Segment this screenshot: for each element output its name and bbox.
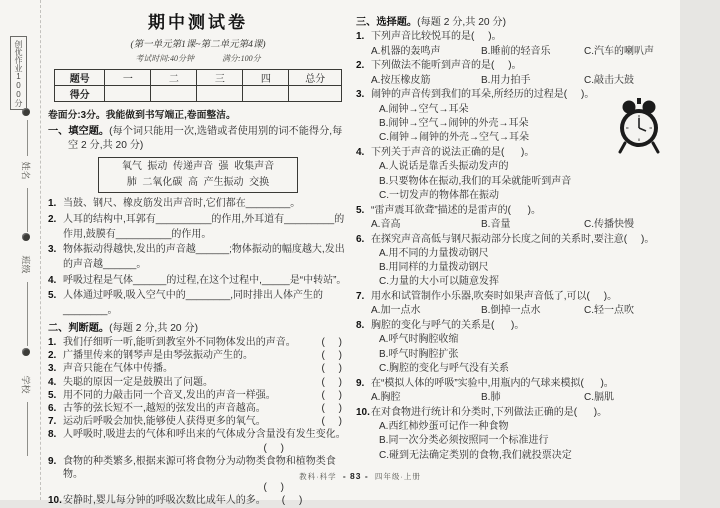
option-row: [356, 304, 676, 318]
score-table-header-cell: 总分: [289, 70, 342, 86]
question-number: 4.: [356, 146, 365, 158]
question-number: 4.: [48, 274, 57, 286]
question-text: “雷声震耳欲聋”描述的是雷声的( )。: [371, 204, 541, 216]
question-text: 呼吸过程是气体______的过程,在这个过程中,_____是“中转站”。: [63, 274, 347, 286]
choice-section-heading: [356, 16, 676, 30]
question-text: 人呼吸时,吸进去的气体和呼出来的气体成分含量没有发生变化。: [63, 429, 346, 441]
footer-page-number: - 83 -: [342, 471, 369, 481]
score-cell: [105, 86, 151, 102]
question-text: 用不同的力敲击同一个音叉,发出的声音一样强。: [63, 389, 276, 401]
option-c: C.闹钟→闹钟的外壳→空气→耳朵: [379, 132, 529, 144]
binding-dot: [22, 233, 30, 241]
option-a: A.闹钟→空气→耳朵: [379, 103, 469, 115]
question-text: 失聪的原因一定是鼓膜出了问题。: [63, 376, 213, 388]
question-text: 下列关于声音的说法正确的是( )。: [371, 146, 535, 158]
multiple-choice-section: [356, 12, 676, 463]
score-table-header-cell: 四: [243, 70, 289, 86]
question-number: 7.: [356, 291, 365, 303]
question-number: 5.: [356, 204, 365, 216]
question-number: 4.: [48, 376, 57, 388]
fill-question: [48, 196, 348, 211]
option-b: B.用同样的力量拨动钢尺: [379, 262, 489, 274]
neatness-note: 卷面分:3分。我能做到书写端正,卷面整洁。: [48, 110, 236, 121]
question-number: 5.: [48, 389, 57, 401]
answer-bracket: ( ): [321, 376, 342, 388]
question-number: 1.: [356, 31, 365, 43]
page-footer: [0, 471, 720, 482]
choice-section-title: 三、选择题。: [356, 17, 418, 28]
name-field-label: 姓名: [20, 161, 31, 180]
judge-question: [48, 376, 348, 389]
option-b: B.睡前的轻音乐: [481, 45, 551, 57]
name-write-line: [27, 188, 28, 232]
question-number: 6.: [48, 403, 57, 415]
word-bank-row: 氧气 振动 传递声音 强 收集声音: [121, 161, 275, 172]
answer-bracket: ( ): [263, 482, 284, 494]
judge-question: [48, 494, 348, 507]
question-text: 下列声音比较悦耳的是( )。: [371, 31, 502, 43]
question-number: 3.: [48, 244, 57, 255]
option-row: [356, 74, 676, 88]
question-text: 安静时,婴儿每分钟的呼吸次数比成年人的多。: [63, 495, 266, 507]
score-cell: [243, 86, 289, 102]
option-b: B.闹钟→空气→闹钟的外壳→耳朵: [379, 117, 529, 129]
question-number: 6.: [356, 233, 365, 245]
question-number: 8.: [356, 320, 365, 332]
question-text: 古筝的弦长短不一,越短的弦发出的声音越高。: [63, 403, 266, 415]
question-text: 在“模拟人体的呼吸”实验中,用瓶内的气球来模拟( )。: [371, 377, 614, 389]
question-text: 当鼓、钢尺、橡皮筋发出声音时,它们都在________。: [63, 198, 301, 209]
option-b: B.肺: [481, 391, 501, 403]
binding-dot: [22, 348, 30, 356]
fill-question: [48, 273, 348, 288]
school-write-line: [27, 402, 28, 456]
binding-dot: [22, 108, 30, 116]
option-b: B.音量: [481, 218, 511, 230]
choice-question: [356, 59, 676, 73]
answer-bracket: ( ): [321, 363, 342, 375]
school-field-label: 学校: [20, 375, 31, 394]
judge-question: [48, 336, 348, 349]
option-row: [356, 45, 676, 59]
option-b: B.同一次分类必须按照同一个标准进行: [379, 435, 549, 447]
choice-section-desc: (每题 2 分,共 20 分): [417, 17, 506, 28]
question-number: 5.: [48, 290, 57, 301]
question-text: 我们仔细听一听,能听到教室外不同物体发出的声音。: [63, 337, 296, 348]
question-number: 7.: [48, 416, 57, 428]
choice-question: [356, 233, 676, 247]
option-c: C.汽车的喇叭声: [584, 45, 654, 57]
question-text: 食物的种类繁多,根据来源可将食物分为动物类食物和植物类食物。: [63, 455, 336, 481]
option-a: A.呼气时胸腔收缩: [379, 334, 459, 346]
option-a: A.胸腔: [371, 391, 401, 403]
exam-info-line: [48, 53, 348, 64]
answer-bracket: ( ): [281, 495, 303, 507]
option-c: C.轻一点吹: [584, 305, 634, 317]
fill-question: [48, 288, 348, 318]
choice-question: [356, 290, 676, 304]
fill-in-blank-section: [48, 125, 348, 318]
full-score: 满分:100分: [222, 54, 261, 63]
judge-section-desc: (每题 2 分,共 20 分): [109, 323, 198, 334]
question-number: 9.: [356, 377, 365, 389]
option-a: A.加一点水: [371, 305, 421, 317]
choice-question: [356, 204, 676, 218]
score-table-header-cell: 一: [105, 70, 151, 86]
score-table-header-cell: 题号: [55, 70, 105, 86]
question-number: 9.: [48, 455, 57, 467]
option-a: A.西红柿炒蛋可记作一种食物: [379, 420, 509, 432]
option-a: A.音高: [371, 218, 401, 230]
judge-section-heading: [48, 322, 348, 336]
option-c: C.碰到无法确定类别的食物,我们就投票决定: [379, 449, 572, 461]
footer-grade: 四年级·上册: [374, 472, 421, 481]
question-number: 1.: [48, 337, 57, 348]
fill-section-desc: (每个词只能用一次,选错或者使用别的词不能得分,每空 2 分,共 20 分): [68, 126, 343, 151]
answer-bracket: ( ): [321, 403, 342, 415]
option-b: B.呼气时胸腔扩张: [379, 348, 459, 360]
choice-question: [356, 377, 676, 391]
question-text: 在对食物进行统计和分类时,下列做法正确的是( )。: [371, 406, 608, 418]
option-c: C.胸腔的变化与呼气没有关系: [379, 362, 509, 374]
judge-question: [48, 402, 348, 415]
judge-section-title: 二、判断题。: [48, 323, 110, 334]
word-bank-row: 肺 二氧化碳 高 产生振动 交换: [126, 177, 270, 188]
exam-scope-subtitle: (第一单元第1课~第二单元第4课): [130, 40, 266, 50]
question-number: 10.: [356, 406, 370, 418]
option-a: A.机器的轰鸣声: [371, 45, 441, 57]
fill-question: [48, 212, 348, 242]
question-text: 物体振动得越快,发出的声音越______;物体振动的幅度越大,发出的声音越______。: [63, 244, 345, 270]
option-c: C.膈肌: [584, 391, 614, 403]
exam-time: 考试时间:40分钟: [135, 54, 194, 63]
choice-question: [356, 30, 676, 44]
score-table-header-cell: 三: [197, 70, 243, 86]
question-number: 8.: [48, 429, 57, 441]
choice-question: [356, 406, 676, 420]
word-bank: [98, 157, 298, 193]
score-table: [54, 69, 342, 102]
option-a: A.按压橡皮筋: [371, 74, 431, 86]
score-cell: [151, 86, 197, 102]
score-row-label: 得分: [55, 86, 105, 102]
question-number: 1.: [48, 198, 57, 209]
option-c: C.一切发声的物体都在振动: [379, 189, 499, 201]
question-text: 广播里传来的钢琴声是由琴弦振动产生的。: [63, 350, 253, 362]
question-number: 10.: [48, 495, 62, 507]
question-text: 下列做法不能听到声音的是( )。: [371, 60, 522, 72]
judge-question: [48, 389, 348, 402]
option-b: B.只要物体在振动,我们的耳朵就能听到声音: [379, 175, 572, 187]
question-number: 2.: [48, 213, 57, 225]
option-c: C.力量的大小可以随意发挥: [379, 276, 499, 288]
score-table-header-cell: 二: [151, 70, 197, 86]
score-cell: [289, 86, 342, 102]
fill-section-title: 一、填空题。: [48, 126, 110, 137]
question-number: 3.: [356, 89, 365, 101]
page-title: 期中测试卷: [148, 13, 248, 32]
question-text: 在探究声音高低与钢尺振动部分长度之间的关系时,要注意( )。: [371, 233, 655, 245]
option-c: C.敲击大鼓: [584, 74, 634, 86]
judge-question: [48, 349, 348, 362]
judge-question: [48, 415, 348, 428]
option-row: [356, 391, 676, 405]
answer-bracket: ( ): [321, 337, 342, 348]
question-text: 人耳的结构中,耳郭有__________的作用,外耳道有_________的作用,鼓膜有__________的作用。: [63, 213, 345, 240]
option-b: B.用力拍手: [481, 74, 531, 86]
alarm-clock-illustration: [616, 97, 662, 155]
option-a: A.用不同的力量拨动钢尺: [379, 247, 489, 259]
fill-section-heading: [48, 125, 348, 153]
judge-question: [48, 362, 348, 375]
question-number: 3.: [48, 363, 57, 375]
option-row: [356, 218, 676, 232]
question-text: 闹钟的声音传到我们的耳朵,所经历的过程是( )。: [371, 89, 595, 101]
question-text: 胸腔的变化与呼气的关系是( )。: [371, 320, 525, 332]
question-text: 运动后呼吸会加快,能够使人获得更多的氧气。: [63, 416, 266, 428]
answer-bracket: ( ): [263, 442, 284, 454]
answer-bracket: ( ): [321, 350, 342, 362]
choice-question: [356, 319, 676, 333]
question-text: 人体通过呼吸,吸入空气中的________,同时排出人体产生的________。: [63, 290, 324, 316]
option-c: C.传播快慢: [584, 218, 634, 230]
judge-question: [48, 428, 348, 454]
question-number: 2.: [48, 350, 57, 362]
perforation-line: [40, 0, 41, 500]
question-text: 用水和试管制作小乐器,吹奏时如果声音低了,可以( )。: [371, 291, 618, 303]
option-a: A.人说话是靠舌头振动发声的: [379, 161, 509, 173]
question-text: 声音只能在气体中传播。: [63, 363, 173, 375]
fill-question: [48, 242, 348, 272]
name-write-line: [27, 120, 28, 156]
answer-bracket: ( ): [321, 389, 342, 401]
class-write-line: [27, 282, 28, 346]
option-b: B.倒掉一点水: [481, 305, 541, 317]
question-number: 2.: [356, 60, 365, 72]
score-cell: [197, 86, 243, 102]
footer-subject: 教科·科学: [299, 472, 337, 481]
class-field-label: 班级: [20, 255, 31, 274]
brand-label: 创优作业100分: [10, 36, 27, 110]
answer-bracket: ( ): [321, 416, 342, 428]
